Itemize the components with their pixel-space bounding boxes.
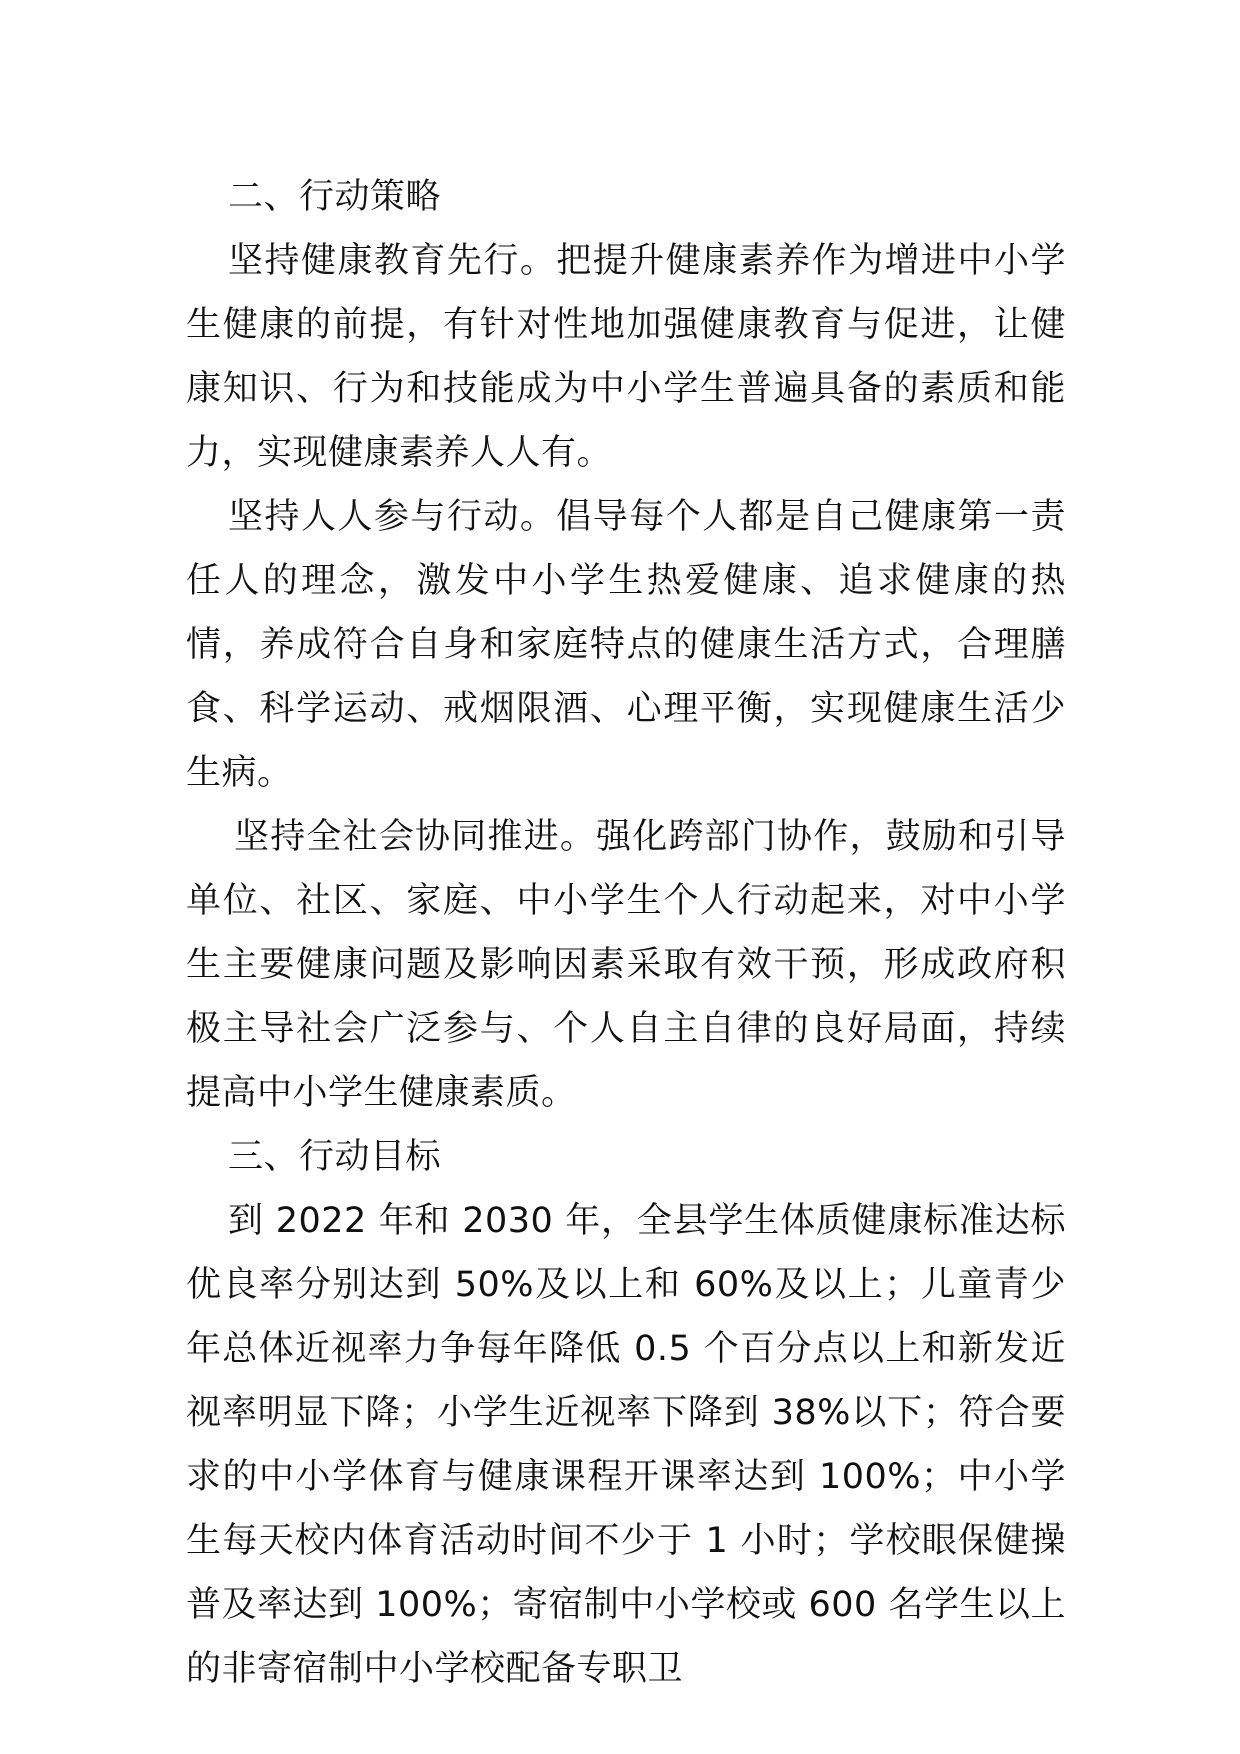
section-heading-strategy: 二、行动策略 (228, 177, 442, 217)
paragraph-everyone-participates: 坚持人人参与行动。倡导每个人都是自己健康第一责任人的理念，激发中小学生热爱健康、追求健康的热情，养成符合自身和家庭特点的健康生活方式，合理膳食、科学运动、戒烟限酒、心理平衡，实现健康生活少生病。 (186, 497, 1066, 793)
paragraph-society-collaboration: 坚持全社会协同推进。强化跨部门协作，鼓励和引导单位、社区、家庭、中小学生个人行动起来，对中小学生主要健康问题及影响因素采取有效干预，形成政府积极主导社会广泛参与、个人自主自律的良好局面，持续提高中小学生健康素质。 (186, 817, 1066, 1113)
paragraph-goals: 到 2022 年和 2030 年，全县学生体质健康标准达标优良率分别达到 50%及以上和 60%及以上；儿童青少年总体近视率力争每年降低 0.5 个百分点以上和新发近视率明显下降；小学生近视率下降到 38%以下；符合要求的中小学体育与健康课程开课率达到 100%；中小学生每天校内体育活动时间不少于 1 小时；学校眼保健操普及率达到 100%；寄宿制中小学校或 600 名学生以上的非寄宿制中小学校配备专职卫 (186, 1201, 1066, 1689)
paragraph-health-education: 坚持健康教育先行。把提升健康素养作为增进中小学生健康的前提，有针对性地加强健康教育与促进，让健康知识、行为和技能成为中小学生普遍具备的素质和能力，实现健康素养人人有。 (186, 241, 1066, 473)
document-body (186, 165, 1066, 1701)
section-heading-goals: 三、行动目标 (228, 1137, 442, 1177)
